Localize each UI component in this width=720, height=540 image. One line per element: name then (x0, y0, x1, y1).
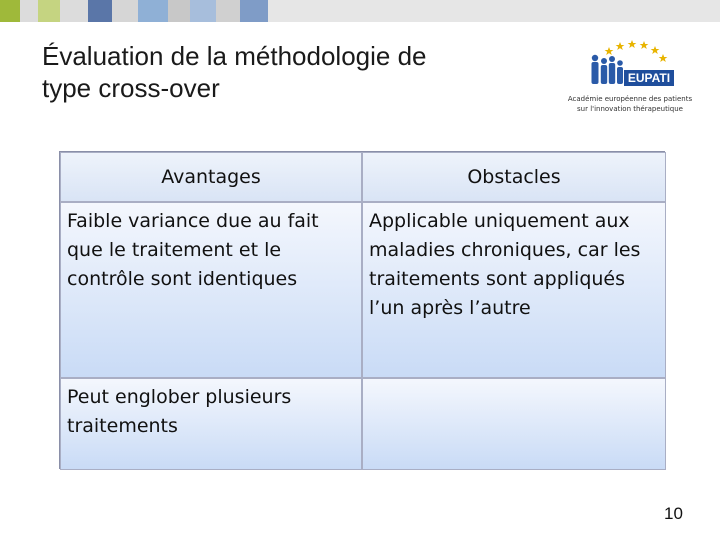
slide-title (42, 40, 522, 104)
slide-title-line: type cross-over (42, 73, 220, 103)
topbar-segment (240, 0, 268, 22)
table-cell (362, 378, 666, 470)
table-cell: Faible variance due au fait que le traitement et le contrôle sont identiques (60, 202, 362, 378)
topbar-segment (138, 0, 168, 22)
logo-tagline (560, 94, 700, 114)
top-color-bar (0, 0, 720, 22)
topbar-segment (0, 0, 20, 22)
comparison-table (59, 151, 665, 469)
topbar-segment (20, 0, 38, 22)
topbar-segment (88, 0, 112, 22)
topbar-segment (38, 0, 60, 22)
topbar-segment (168, 0, 190, 22)
topbar-segment (268, 0, 720, 22)
table-cell: Applicable uniquement aux maladies chroniques, car les traitements sont appliqués l’un après l’autre (362, 202, 666, 378)
topbar-segment (190, 0, 216, 22)
slide-title-line: Évaluation de la méthodologie de (42, 41, 427, 71)
table-header-obstacles: Obstacles (362, 152, 666, 202)
logo-name: EUPATI (627, 71, 671, 85)
topbar-segment (216, 0, 240, 22)
page-number: 10 (664, 504, 683, 523)
logo-tagline-line: Académie européenne des patients (567, 95, 693, 103)
eupati-logo-graphic (560, 36, 700, 94)
people-icon (592, 55, 624, 84)
logo-tagline-line: sur l'innovation thérapeutique (577, 105, 683, 113)
topbar-segment (112, 0, 138, 22)
eupati-logo (560, 36, 700, 120)
table-cell: Peut englober plusieurs traitements (60, 378, 362, 470)
table-header-advantages: Avantages (60, 152, 362, 202)
topbar-segment (60, 0, 88, 22)
